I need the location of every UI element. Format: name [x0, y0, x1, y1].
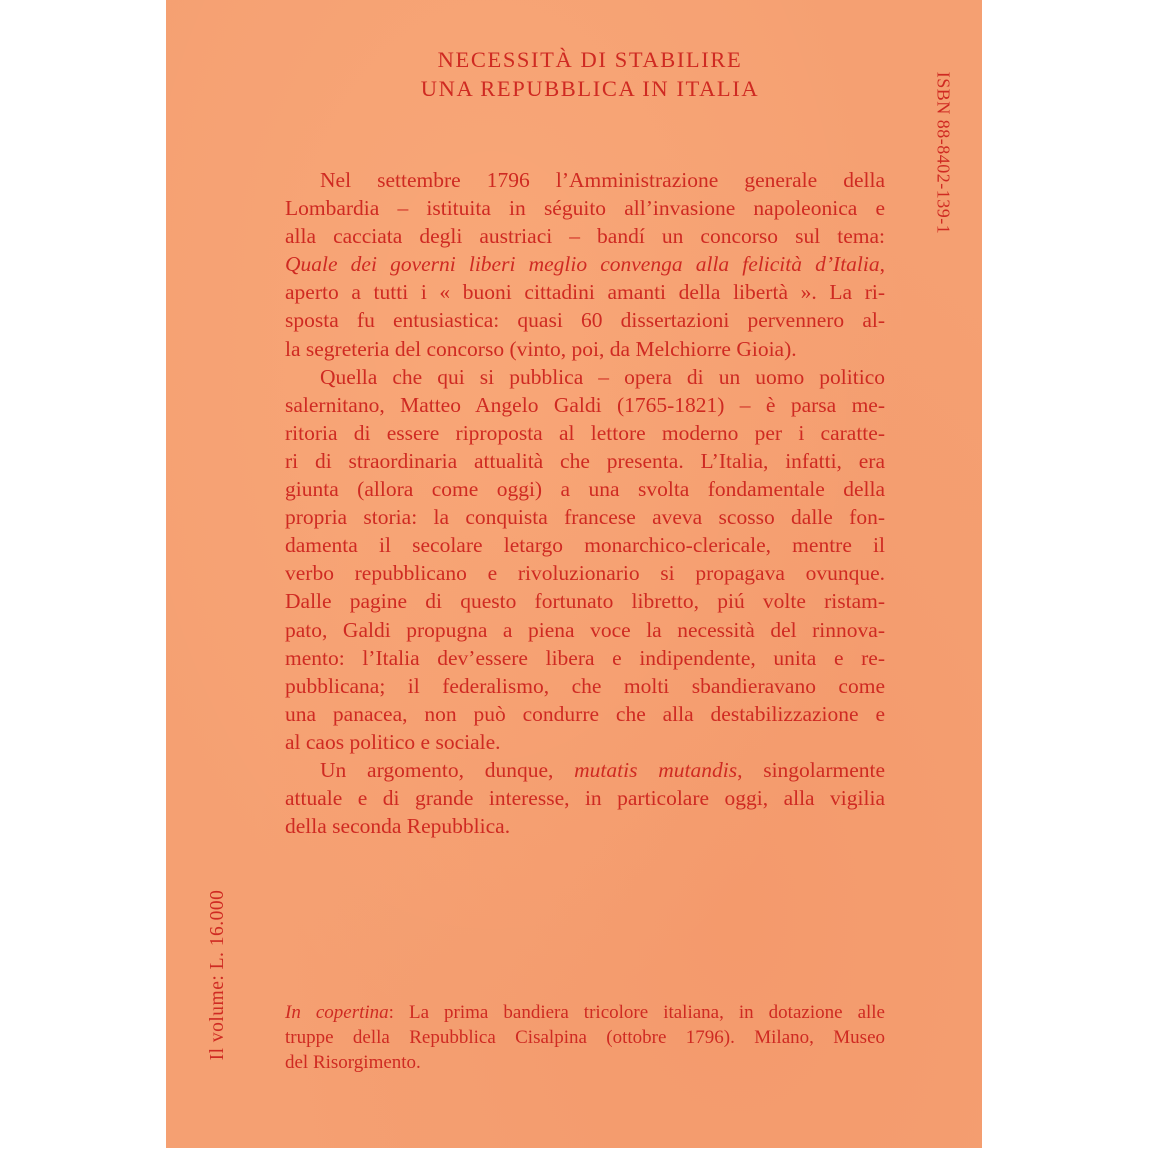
title-line-1: NECESSITÀ DI STABILIRE	[437, 47, 743, 72]
text-line: propria storia: la conquista francese aveva scosso dalle fon-	[285, 505, 885, 530]
title-line-2: UNA REPUBBLICA IN ITALIA	[420, 76, 760, 101]
text-line: truppe della Repubblica Cisalpina (ottobre 1796). Milano, Museo	[285, 1027, 885, 1048]
text-line: alla cacciata degli austriaci – bandí un concorso sul tema:	[285, 224, 885, 249]
text-line: Lombardia – istituita in séguito all’invasione napoleonica e	[285, 196, 885, 221]
text-line: mento: l’Italia dev’essere libera e indipendente, unita e re-	[285, 645, 885, 670]
price: Il volume: L. 16.000	[207, 889, 228, 1061]
text-line: salernitano, Matteo Angelo Galdi (1765-1821) – è parsa me-	[285, 392, 885, 417]
text-line: Quella che qui si pubblica – opera di un uomo politico	[320, 364, 885, 389]
text-line: damenta il secolare letargo monarchico-clericale, mentre il	[285, 533, 885, 558]
text-line: la segreteria del concorso (vinto, poi, da Melchiorre Gioia).	[285, 336, 797, 361]
text-line: pubblicana; il federalismo, che molti sbandieravano come	[285, 673, 885, 698]
cover-credit	[285, 1000, 885, 1075]
text-line	[285, 756, 885, 784]
text-line: del Risorgimento.	[285, 1052, 421, 1073]
text-line: attuale e di grande interesse, in particolare oggi, alla vigilia	[285, 786, 885, 811]
text-line: ri di straordinaria attualità che presenta. L’Italia, infatti, era	[285, 448, 885, 473]
text-line: pato, Galdi propugna a piena voce la necessità del rinnova-	[285, 617, 885, 642]
blurb-text	[285, 166, 885, 840]
text-line: ritoria di essere riproposta al lettore moderno per i caratte-	[285, 420, 885, 445]
text-line: aperto a tutti i « buoni cittadini amanti della libertà ». La ri-	[285, 280, 885, 305]
text-line: Dalle pagine di questo fortunato libretto, piú volte ristam-	[285, 589, 885, 614]
text-line: al caos politico e sociale.	[285, 729, 501, 754]
text-line: Nel settembre 1796 l’Amministrazione generale della	[320, 168, 885, 192]
text-fragment: ,	[879, 252, 885, 277]
text-fragment: : La prima bandiera tricolore italiana, in dotazione alle	[388, 1002, 885, 1023]
text-line	[285, 1000, 885, 1025]
text-line: della seconda Repubblica.	[285, 814, 511, 839]
text-line	[285, 250, 885, 278]
text-line: una panacea, non può condurre che alla destabilizzazione e	[285, 701, 885, 726]
text-fragment: Un argomento, dunque,	[320, 757, 575, 782]
text-fragment-italic: mutatis mutandis	[574, 757, 738, 782]
text-fragment-italic: In copertina	[285, 1002, 389, 1023]
text-line: giunta (allora come oggi) a una svolta fondamentale della	[285, 477, 885, 502]
isbn: ISBN 88-8402-139-1	[933, 71, 954, 235]
text-line: verbo repubblicano e rivoluzionario si propagava ovunque.	[285, 561, 885, 586]
contest-theme: Quale dei governi liberi meglio convenga alla felicità d’Italia	[285, 252, 880, 277]
text-fragment: , singolarmente	[737, 757, 886, 782]
text-line: sposta fu entusiastica: quasi 60 dissertazioni pervennero al-	[285, 308, 885, 333]
